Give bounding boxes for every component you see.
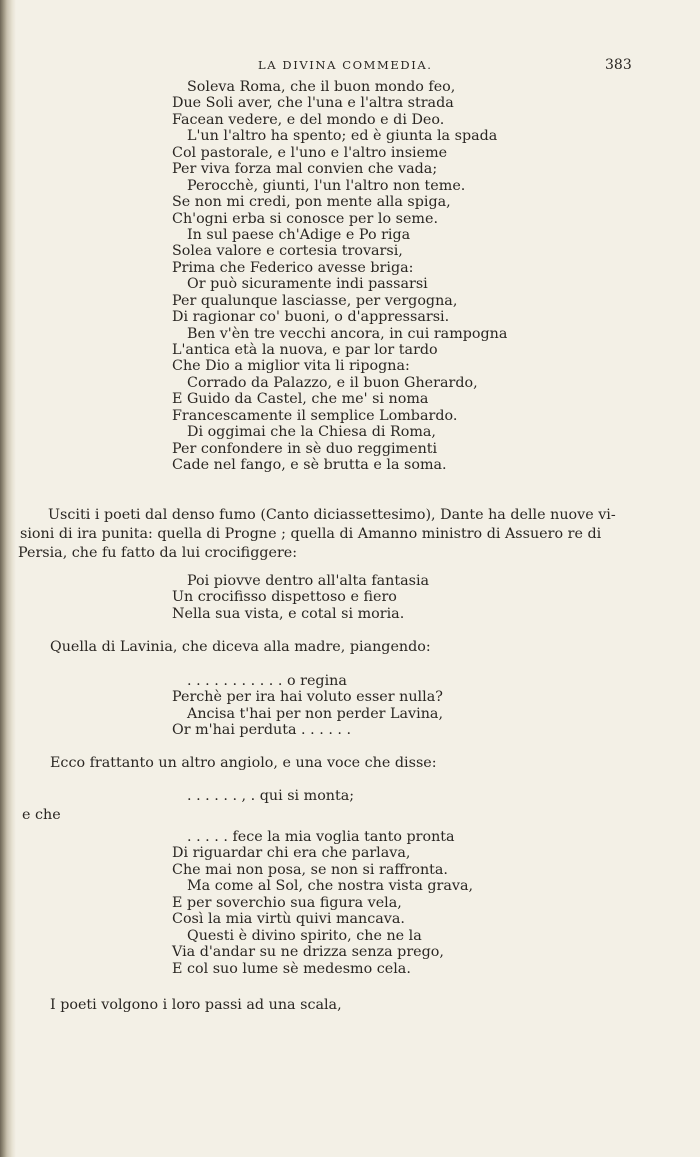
page-header (0, 58, 700, 78)
verse-block-4 (172, 788, 354, 804)
verse-line: Prima che Federico avesse briga: (172, 259, 414, 276)
verse-line: Or m'hai perduta . . . . . . (172, 722, 352, 739)
verse-line: Facean vedere, e del mondo e di Deo. (172, 111, 445, 128)
verse-line: E Guido da Castel, che me' si noma (172, 391, 429, 408)
verse-line: Soleva Roma, che il buon mondo feo, (187, 79, 456, 95)
prose-line: Quella di Lavinia, che diceva alla madre, piangendo: (50, 639, 431, 655)
verse-line: . . . . . . , . qui si monta; (187, 788, 355, 804)
verse-line: Ma come al Sol, che nostra vista grava, (187, 878, 474, 895)
verse-line: Per confondere in sè duo reggimenti (172, 440, 438, 457)
verse-line: Che Dio a miglior vita li ripogna: (172, 358, 410, 375)
verse-line: Cade nel fango, e sè brutta e la soma. (172, 457, 447, 474)
verse-block-2 (172, 573, 429, 622)
verse-line: Poi piovve dentro all'alta fantasia (187, 573, 430, 589)
verse-line: L'un l'altro ha spento; ed è giunta la spada (187, 128, 498, 145)
prose-line: Persia, che fu fatto da lui crocifiggere: (18, 545, 298, 561)
verse-line: Di riguardar chi era che parlava, (172, 845, 411, 862)
verse-line: Ancisa t'hai per non perder Lavina, (187, 705, 443, 722)
prose-line: e che (22, 807, 61, 823)
verse-line: Così la mia virtù quivi mancava. (172, 911, 405, 928)
verse-block-5 (172, 829, 473, 977)
verse-line: In sul paese ch'Adige e Po riga (187, 226, 411, 243)
page-number: 383 (605, 57, 632, 73)
prose-line: Ecco frattanto un altro angiolo, e una voce che disse: (50, 755, 437, 771)
running-title: LA DIVINA COMMEDIA. (258, 58, 433, 72)
verse-line: Perchè per ira hai voluto esser nulla? (172, 689, 443, 706)
verse-line: . . . . . . . . . . . o regina (187, 673, 347, 689)
verse-line: L'antica età la nuova, e par lor tardo (172, 342, 438, 358)
verse-line: Di oggimai che la Chiesa di Roma, (187, 424, 436, 441)
verse-line: E per soverchio sua figura vela, (172, 894, 402, 911)
verse-line: Perocchè, giunti, l'un l'altro non teme. (187, 177, 466, 194)
verse-line: E col suo lume sè medesmo cela. (172, 960, 411, 977)
page-binding-edge (0, 0, 16, 1157)
verse-line: . . . . . fece la mia voglia tanto pronta (187, 829, 455, 845)
verse-line: Che mai non posa, se non si raffronta. (172, 861, 448, 878)
verse-block-1 (172, 79, 507, 474)
verse-line: Se non mi credi, pon mente alla spiga, (172, 194, 451, 211)
verse-line: Di ragionar co' buoni, o d'appressarsi. (172, 309, 450, 326)
verse-line: Per viva forza mal convien che vada; (172, 161, 438, 178)
verse-line: Col pastorale, e l'uno e l'altro insieme (172, 144, 448, 161)
verse-line: Un crocifisso dispettoso e fiero (172, 589, 397, 606)
prose-line: sioni di ira punita: quella di Progne ; quella di Amanno ministro di Assuero re di (20, 526, 602, 542)
prose-paragraph-2 (50, 638, 431, 657)
verse-line: Due Soli aver, che l'una e l'altra strada (172, 95, 454, 112)
prose-line: Usciti i poeti dal denso fumo (Canto diciassettesimo), Dante ha delle nuove vi- (48, 507, 616, 523)
verse-line: Per qualunque lasciasse, per vergogna, (172, 292, 458, 309)
verse-line: Questi è divino spirito, che ne la (187, 927, 422, 944)
verse-line: Ben v'èn tre vecchi ancora, in cui rampogna (187, 325, 508, 342)
prose-paragraph-4 (22, 806, 61, 825)
verse-line: Nella sua vista, e cotal si moria. (172, 605, 405, 622)
verse-line: Solea valore e cortesia trovarsi, (172, 243, 403, 260)
prose-paragraph-5 (50, 996, 342, 1015)
verse-line: Ch'ogni erba si conosce per lo seme. (172, 210, 438, 227)
prose-paragraph-1 (18, 506, 616, 563)
verse-block-3 (172, 673, 443, 739)
prose-paragraph-3 (50, 754, 437, 773)
verse-line: Via d'andar su ne drizza senza prego, (172, 944, 444, 961)
verse-line: Francescamente il semplice Lombardo. (172, 407, 458, 424)
verse-line: Corrado da Palazzo, e il buon Gherardo, (187, 374, 478, 391)
verse-line: Or può sicuramente indi passarsi (187, 276, 428, 293)
prose-line: I poeti volgono i loro passi ad una scala, (50, 997, 342, 1013)
